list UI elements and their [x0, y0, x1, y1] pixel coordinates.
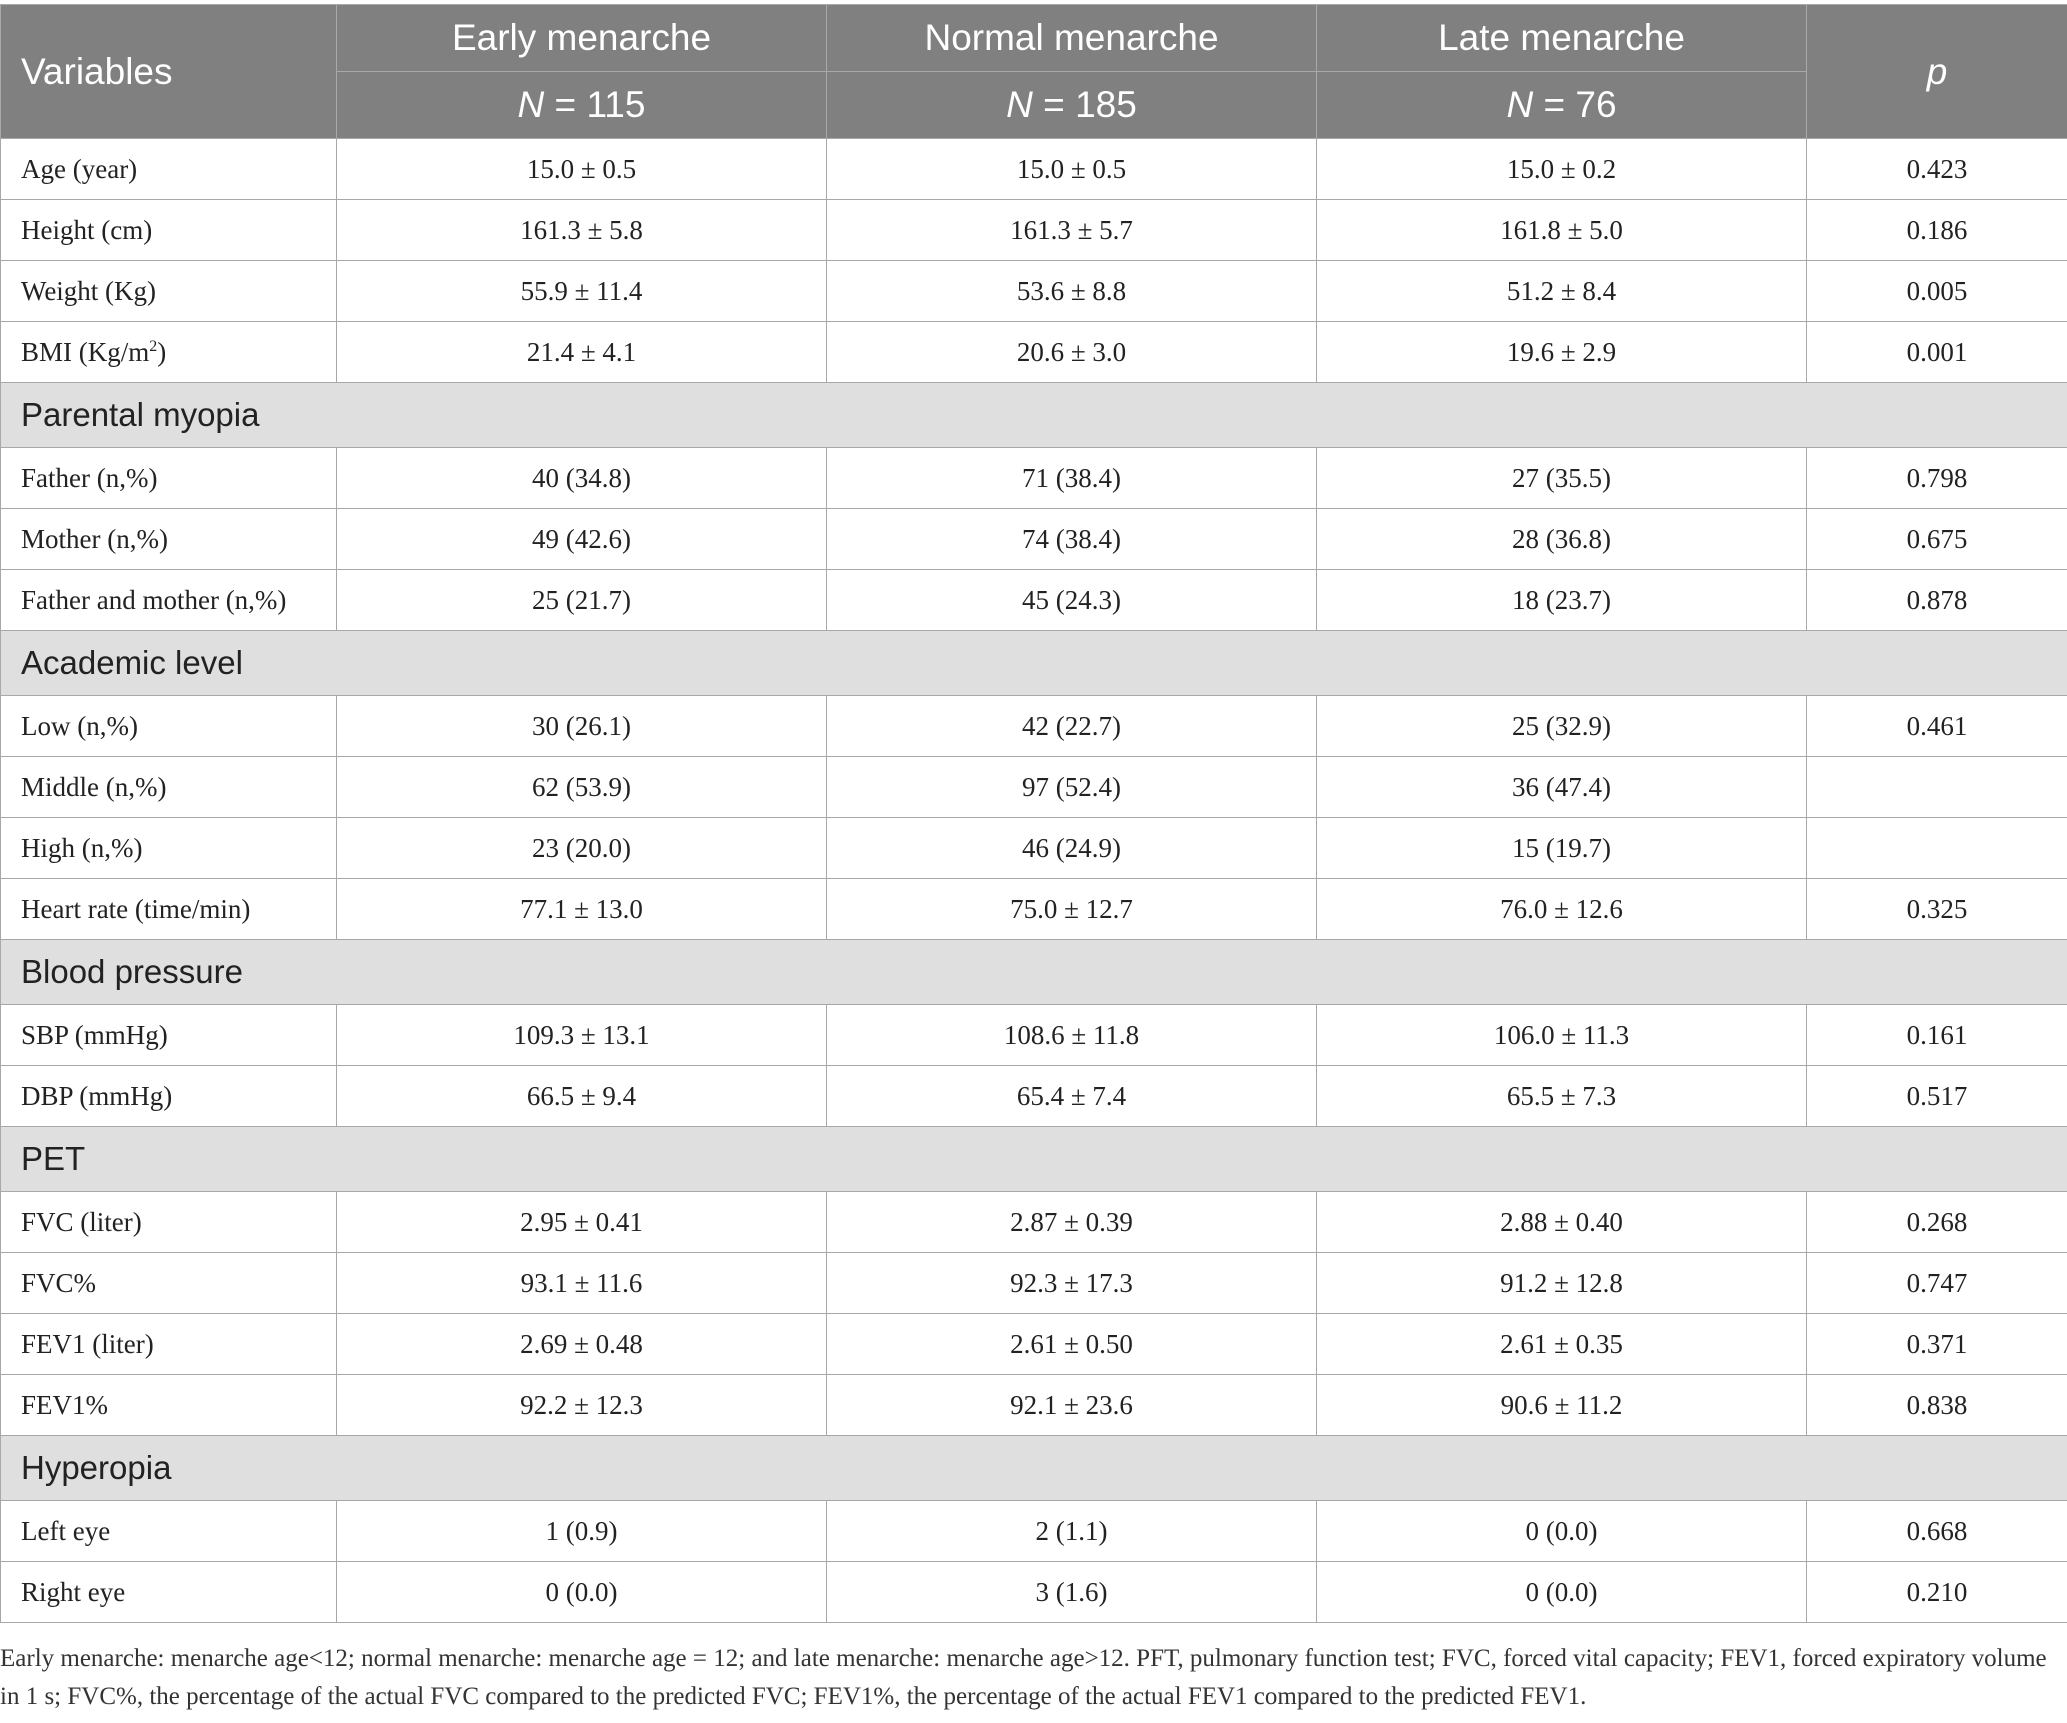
table-row-father [1, 448, 2067, 509]
cell-late: 76.0 ± 12.6 [1317, 879, 1807, 940]
cell-early: 109.3 ± 13.1 [337, 1005, 827, 1066]
cell-early: 92.2 ± 12.3 [337, 1375, 827, 1436]
cell-normal: 3 (1.6) [827, 1562, 1317, 1623]
cell-early: 62 (53.9) [337, 757, 827, 818]
cell-p: 0.001 [1807, 322, 2067, 383]
cell-early: 55.9 ± 11.4 [337, 261, 827, 322]
cell-early: 23 (20.0) [337, 818, 827, 879]
n-label: N [517, 84, 545, 125]
cell-p: 0.461 [1807, 696, 2067, 757]
table-row-fvc-percent [1, 1253, 2067, 1314]
bmi-label-text: BMI (Kg/m [21, 336, 150, 367]
table-footnote: Early menarche: menarche age<12; normal menarche: menarche age = 12; and late menarche: menarche age>12. PFT, pulmonary function test; FVC, forced vital capacity; FEV1, forced expiratory volume in 1 s; FVC%, the percentage of the actual FVC compared to the predicted FVC; FEV1%, the percentage of the actual FEV1 compared to the predicted FEV1. [0, 1645, 2047, 1710]
cell-p: 0.325 [1807, 879, 2067, 940]
header-early-n [337, 72, 827, 139]
row-label: Low (n,%) [1, 696, 337, 757]
table-row-weight [1, 261, 2067, 322]
cell-late: 2.88 ± 0.40 [1317, 1192, 1807, 1253]
cell-late: 19.6 ± 2.9 [1317, 322, 1807, 383]
cell-late: 28 (36.8) [1317, 509, 1807, 570]
cell-p: 0.747 [1807, 1253, 2067, 1314]
table-row-fvc [1, 1192, 2067, 1253]
cell-late: 106.0 ± 11.3 [1317, 1005, 1807, 1066]
cell-normal: 74 (38.4) [827, 509, 1317, 570]
n-value: = 76 [1533, 84, 1617, 125]
cell-late: 65.5 ± 7.3 [1317, 1066, 1807, 1127]
cell-normal: 2 (1.1) [827, 1501, 1317, 1562]
cell-p: 0.517 [1807, 1066, 2067, 1127]
header-row [1, 5, 2067, 72]
cell-normal: 45 (24.3) [827, 570, 1317, 631]
table-row-low [1, 696, 2067, 757]
cell-early: 77.1 ± 13.0 [337, 879, 827, 940]
cell-late: 36 (47.4) [1317, 757, 1807, 818]
header-p-value: p [1807, 5, 2067, 139]
cell-normal: 65.4 ± 7.4 [827, 1066, 1317, 1127]
cell-normal: 20.6 ± 3.0 [827, 322, 1317, 383]
table-row-right-eye [1, 1562, 2067, 1623]
cell-early: 0 (0.0) [337, 1562, 827, 1623]
section-row-blood-pressure [1, 940, 2067, 1005]
row-label: High (n,%) [1, 818, 337, 879]
section-row-hyperopia [1, 1436, 2067, 1501]
section-row-parental-myopia [1, 383, 2067, 448]
cell-p: 0.838 [1807, 1375, 2067, 1436]
cell-late: 90.6 ± 11.2 [1317, 1375, 1807, 1436]
section-label: PET [1, 1127, 2067, 1192]
cell-p [1807, 818, 2067, 879]
cell-early: 161.3 ± 5.8 [337, 200, 827, 261]
cell-p: 0.186 [1807, 200, 2067, 261]
header-late-menarche: Late menarche [1317, 5, 1807, 72]
n-value: = 185 [1032, 84, 1137, 125]
section-label: Academic level [1, 631, 2067, 696]
cell-late: 161.8 ± 5.0 [1317, 200, 1807, 261]
table-row-sbp [1, 1005, 2067, 1066]
cell-early: 30 (26.1) [337, 696, 827, 757]
cell-p: 0.210 [1807, 1562, 2067, 1623]
table-row-bmi [1, 322, 2067, 383]
table-row-middle [1, 757, 2067, 818]
header-late-n [1317, 72, 1807, 139]
section-label: Blood pressure [1, 940, 2067, 1005]
row-label: Weight (Kg) [1, 261, 337, 322]
cell-late: 0 (0.0) [1317, 1501, 1807, 1562]
cell-late: 91.2 ± 12.8 [1317, 1253, 1807, 1314]
cell-late: 27 (35.5) [1317, 448, 1807, 509]
cell-early: 1 (0.9) [337, 1501, 827, 1562]
cell-late: 18 (23.7) [1317, 570, 1807, 631]
cell-normal: 2.87 ± 0.39 [827, 1192, 1317, 1253]
cell-early: 21.4 ± 4.1 [337, 322, 827, 383]
row-label: Father and mother (n,%) [1, 570, 337, 631]
cell-early: 15.0 ± 0.5 [337, 139, 827, 200]
cell-normal: 97 (52.4) [827, 757, 1317, 818]
baseline-characteristics-table [0, 4, 2067, 1623]
section-row-pet [1, 1127, 2067, 1192]
section-label: Parental myopia [1, 383, 2067, 448]
row-label: Right eye [1, 1562, 337, 1623]
cell-normal: 42 (22.7) [827, 696, 1317, 757]
row-label: Middle (n,%) [1, 757, 337, 818]
n-label: N [1006, 84, 1033, 125]
section-row-academic-level [1, 631, 2067, 696]
cell-early: 2.95 ± 0.41 [337, 1192, 827, 1253]
cell-early: 2.69 ± 0.48 [337, 1314, 827, 1375]
table-row-height [1, 200, 2067, 261]
n-value: = 115 [544, 84, 646, 125]
table-row-father-and-mother [1, 570, 2067, 631]
row-label: Age (year) [1, 139, 337, 200]
row-label: SBP (mmHg) [1, 1005, 337, 1066]
row-label: FVC (liter) [1, 1192, 337, 1253]
row-label: FEV1% [1, 1375, 337, 1436]
cell-late: 51.2 ± 8.4 [1317, 261, 1807, 322]
cell-p: 0.668 [1807, 1501, 2067, 1562]
header-normal-n [827, 72, 1317, 139]
section-label: Hyperopia [1, 1436, 2067, 1501]
cell-early: 49 (42.6) [337, 509, 827, 570]
header-normal-menarche: Normal menarche [827, 5, 1317, 72]
table-row-high [1, 818, 2067, 879]
row-label: Heart rate (time/min) [1, 879, 337, 940]
cell-late: 15 (19.7) [1317, 818, 1807, 879]
cell-p [1807, 757, 2067, 818]
cell-normal: 92.3 ± 17.3 [827, 1253, 1317, 1314]
cell-early: 40 (34.8) [337, 448, 827, 509]
table-row-dbp [1, 1066, 2067, 1127]
cell-p: 0.371 [1807, 1314, 2067, 1375]
header-early-menarche: Early menarche [337, 5, 827, 72]
cell-normal: 53.6 ± 8.8 [827, 261, 1317, 322]
row-label: Father (n,%) [1, 448, 337, 509]
cell-normal: 2.61 ± 0.50 [827, 1314, 1317, 1375]
bmi-label-superscript: 2 [149, 337, 158, 355]
cell-early: 93.1 ± 11.6 [337, 1253, 827, 1314]
row-label: Left eye [1, 1501, 337, 1562]
cell-late: 2.61 ± 0.35 [1317, 1314, 1807, 1375]
table-header [1, 5, 2067, 139]
cell-early: 66.5 ± 9.4 [337, 1066, 827, 1127]
table-row-age [1, 139, 2067, 200]
table-row-fev1 [1, 1314, 2067, 1375]
cell-p: 0.005 [1807, 261, 2067, 322]
cell-normal: 108.6 ± 11.8 [827, 1005, 1317, 1066]
cell-normal: 92.1 ± 23.6 [827, 1375, 1317, 1436]
cell-p: 0.798 [1807, 448, 2067, 509]
row-label [1, 322, 337, 383]
bmi-label-end: ) [157, 336, 167, 367]
cell-p: 0.675 [1807, 509, 2067, 570]
header-variables: Variables [1, 5, 337, 139]
cell-p: 0.268 [1807, 1192, 2067, 1253]
table-body [1, 139, 2067, 1623]
cell-late: 15.0 ± 0.2 [1317, 139, 1807, 200]
cell-normal: 46 (24.9) [827, 818, 1317, 879]
row-label: FVC% [1, 1253, 337, 1314]
table-row-fev1-percent [1, 1375, 2067, 1436]
row-label: Mother (n,%) [1, 509, 337, 570]
row-label: FEV1 (liter) [1, 1314, 337, 1375]
row-label: DBP (mmHg) [1, 1066, 337, 1127]
cell-p: 0.878 [1807, 570, 2067, 631]
cell-p: 0.161 [1807, 1005, 2067, 1066]
n-label: N [1506, 84, 1534, 125]
row-label: Height (cm) [1, 200, 337, 261]
table-row-heart-rate [1, 879, 2067, 940]
cell-normal: 75.0 ± 12.7 [827, 879, 1317, 940]
cell-late: 25 (32.9) [1317, 696, 1807, 757]
cell-normal: 15.0 ± 0.5 [827, 139, 1317, 200]
table-row-mother [1, 509, 2067, 570]
cell-normal: 71 (38.4) [827, 448, 1317, 509]
table-row-left-eye [1, 1501, 2067, 1562]
cell-p: 0.423 [1807, 139, 2067, 200]
cell-early: 25 (21.7) [337, 570, 827, 631]
cell-late: 0 (0.0) [1317, 1562, 1807, 1623]
cell-normal: 161.3 ± 5.7 [827, 200, 1317, 261]
